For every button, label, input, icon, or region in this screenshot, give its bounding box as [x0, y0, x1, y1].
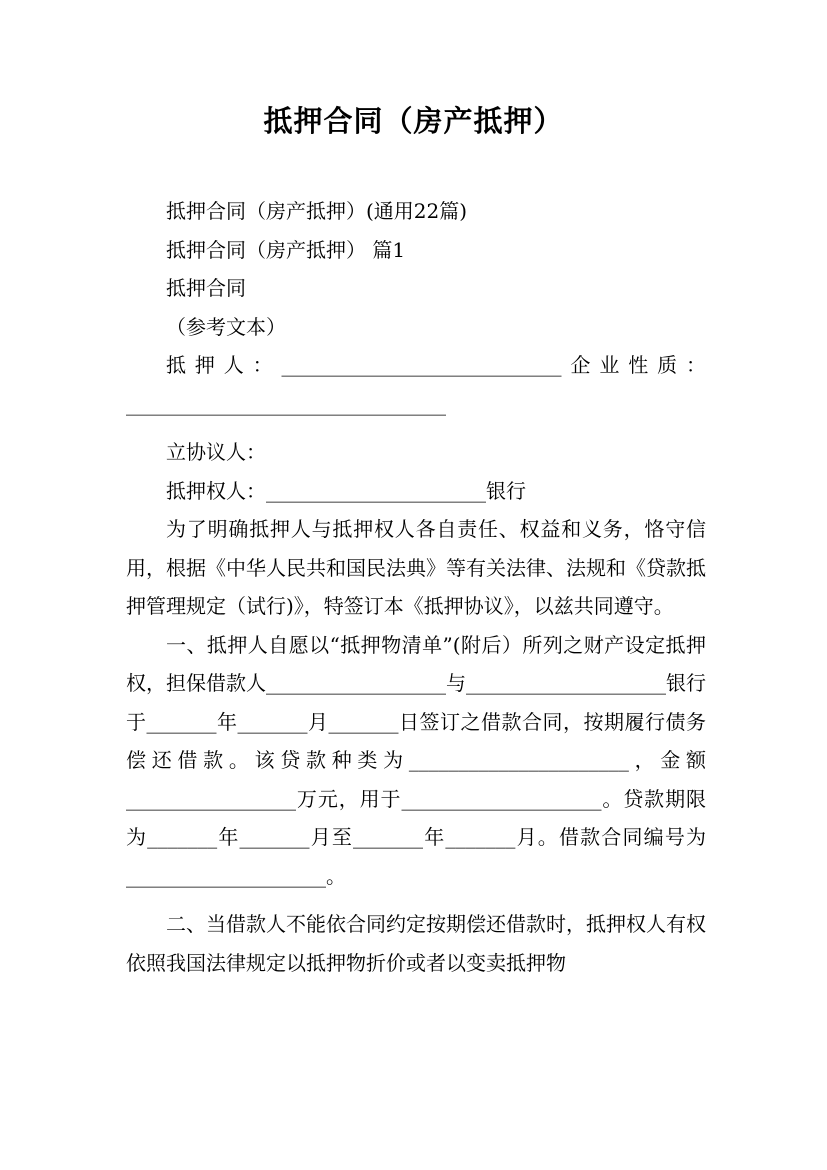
parties-line: 立协议人： [166, 440, 266, 464]
mortgagee-line: 抵押权人：______________________银行 [166, 478, 526, 503]
mortgagor-line: 抵押人：____________________________企业性质：________________________________ [126, 353, 706, 416]
reference-note: （参考文本） [166, 314, 286, 339]
clause-one-paragraph: 一、抵押人自愿以“抵押物清单”(附后）所列之财产设定抵押权，担保借款人__________________与____________________银行于_______年_______月_______日签订之借款合同，按期履行债务偿还借款。该贷款种类为______________________，金额_________________万元，用于____________________。贷款期限为_______年_______月至_______年_______月。借款合同编号为____________________。 [126, 632, 706, 888]
subtitle-paragraph: 抵押合同（房产抵押）(通用22篇) [166, 199, 468, 223]
section-heading: 抵押合同（房产抵押） 篇1 [166, 237, 406, 262]
contract-heading: 抵押合同 [166, 276, 246, 300]
document-body [126, 192, 706, 982]
preamble-paragraph: 为了明确抵押人与抵押权人各自责任、权益和义务，恪守信用，根据《中华人民共和国民法典》等有关法律、法规和《贷款抵押管理规定（试行)》，特签订本《抵押协议》，以兹共同遵守。 [126, 517, 706, 618]
clause-two-paragraph: 二、当借款人不能依合同约定按期偿还借款时，抵押权人有权依照我国法律规定以抵押物折价或者以变卖抵押物 [126, 912, 706, 975]
document-title: 抵押合同（房产抵押） [263, 104, 564, 138]
